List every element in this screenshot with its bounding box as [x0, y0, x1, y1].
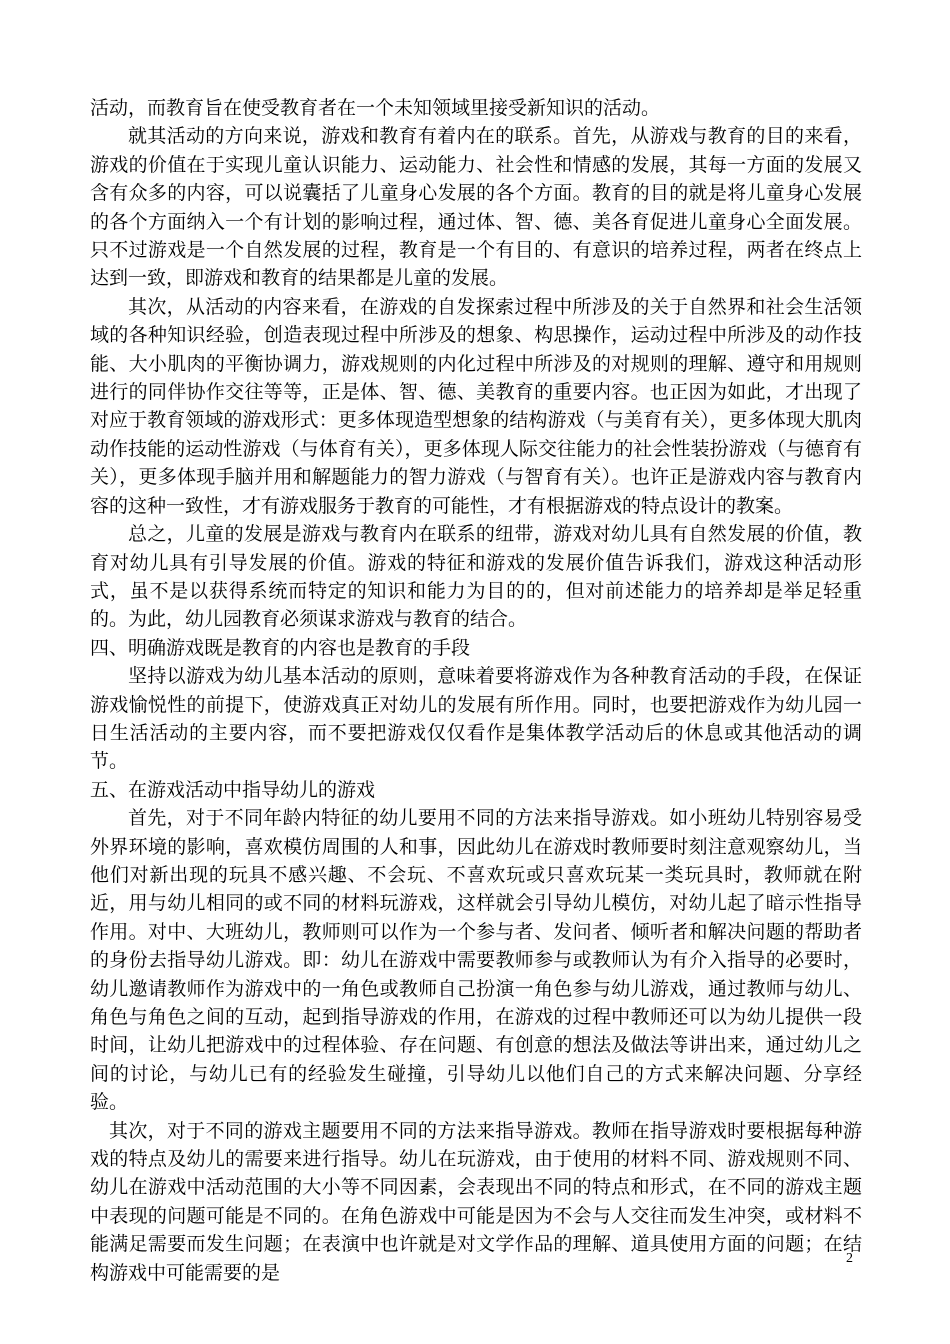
paragraph: 活动，而教育旨在使受教育者在一个未知领域里接受新知识的活动。 — [90, 97, 661, 119]
paragraph: 首先，对于不同年龄内特征的幼儿要用不同的方法来指导游戏。如小班幼儿特别容易受外界环境的影响，喜欢模仿周围的人和事，因此幼儿在游戏时教师要时刻注意观察幼儿，当他们对新出现的玩具不感兴趣、不会玩、不喜欢玩或只喜欢玩某一类玩具时，教师就在附近，用与幼儿相同的或不同的材料玩游戏，这样就会引导幼儿模仿，对幼儿起了暗示性指导作用。对中、大班幼儿，教师则可以作为一个参与者、发问者、倾听者和解决问题的帮助者的身份去指导幼儿游戏。即：幼儿在游戏中需要教师参与或教师认为有介入指导的必要时，幼儿邀请教师作为游戏中的一角色或教师自己扮演一角色参与幼儿游戏，通过教师与幼儿、角色与角色之间的互动，起到指导游戏的作用，在游戏的过程中教师还可以为幼儿提供一段时间，让幼儿把游戏中的过程体验、存在问题、有创意的想法及做法等讲出来，通过幼儿之间的讨论，与幼儿已有的经验发生碰撞，引导幼儿以他们自己的方式来解决问题、分享经验。 — [90, 807, 862, 1114]
paragraph: 其次，从活动的内容来看，在游戏的自发探索过程中所涉及的关于自然界和社会生活领域的各种知识经验，创造表现过程中所涉及的想象、构思操作，运动过程中所涉及的动作技能、大小肌肉的平衡协调力，游戏规则的内化过程中所涉及的对规则的理解、遵守和用规则进行的同伴协作交往等等，正是体、智、德、美教育的重要内容。也正因为如此，才出现了对应于教育领域的游戏形式：更多体现造型想象的结构游戏（与美育有关），更多体现大肌肉动作技能的运动性游戏（与体育有关），更多体现人际交往能力的社会性装扮游戏（与德育有关），更多体现手脑并用和解题能力的智力游戏（与智育有关）。也许正是游戏内容与教育内容的这种一致性，才有游戏服务于教育的可能性，才有根据游戏的特点设计的教案。 — [90, 295, 862, 517]
section-heading: 五、在游戏活动中指导幼儿的游戏 — [90, 778, 376, 801]
paragraph: 总之，儿童的发展是游戏与教育内在联系的纽带，游戏对幼儿具有自然发展的价值，教育对幼儿具有引导发展的价值。游戏的特征和游戏的发展价值告诉我们，游戏这种活动形式，虽不是以获得系统而特定的知识和能力为目的的，但对前述能力的培养却是举足轻重的。为此，幼儿园教育必须谋求游戏与教育的结合。 — [90, 523, 862, 631]
paragraph: 其次，对于不同的游戏主题要用不同的方法来指导游戏。教师在指导游戏时要根据每种游戏的特点及幼儿的需要来进行指导。幼儿在玩游戏，由于使用的材料不同、游戏规则不同、幼儿在游戏中活动范围的大小等不同因素，会表现出不同的特点和形式，在不同的游戏主题中表现的问题可能是不同的。在角色游戏中可能是因为不会与人交往而发生冲突，或材料不能满足需要而发生问题；在表演中也许就是对文学作品的理解、道具使用方面的问题；在结构游戏中可能需要的是 — [90, 1119, 862, 1284]
document-body — [90, 94, 862, 1287]
section-heading: 四、明确游戏既是教育的内容也是教育的手段 — [90, 636, 471, 659]
paragraph: 就其活动的方向来说，游戏和教育有着内在的联系。首先，从游戏与教育的目的来看，游戏的价值在于实现儿童认识能力、运动能力、社会性和情感的发展，其每一方面的发展又含有众多的内容，可以说囊括了儿童身心发展的各个方面。教育的目的就是将儿童身心发展的各个方面纳入一个有计划的影响过程，通过体、智、德、美各育促进儿童身心全面发展。只不过游戏是一个自然发展的过程，教育是一个有目的、有意识的培养过程，两者在终点上达到一致，即游戏和教育的结果都是儿童的发展。 — [90, 125, 862, 290]
page-number: 2 — [846, 1251, 853, 1266]
paragraph: 坚持以游戏为幼儿基本活动的原则，意味着要将游戏作为各种教育活动的手段，在保证游戏愉悦性的前提下，使游戏真正对幼儿的发展有所作用。同时，也要把游戏作为幼儿园一日生活活动的主要内容，而不要把游戏仅仅看作是集体教学活动后的休息或其他活动的调节。 — [90, 665, 862, 773]
